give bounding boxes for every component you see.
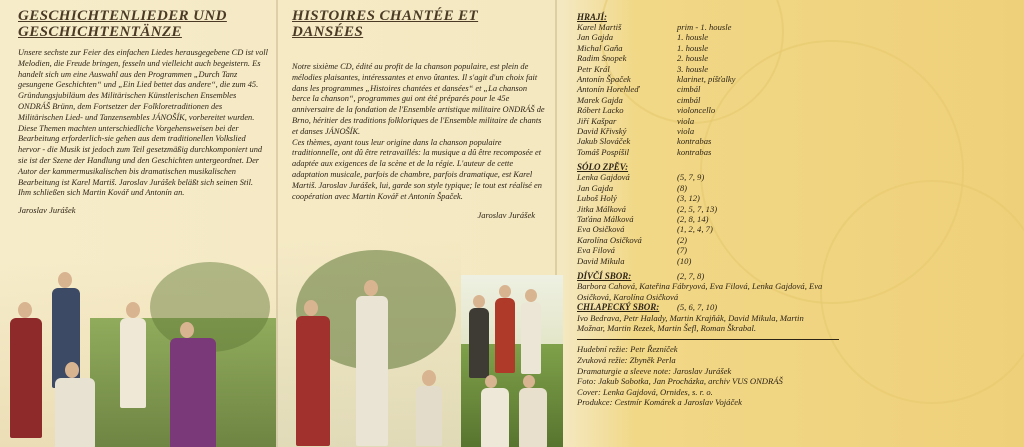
floral-ornament [820,180,1024,404]
credit-line: Cover: Lenka Gajdová, Ornides, s. r. o. [577,386,713,397]
musician-row: Marek Gajda cimbál [577,94,701,105]
musician-row: Michal Gaňa 1. housle [577,42,709,53]
credit-line: Foto: Jakub Sobotka, Jan Procházka, archiv VUS ONDRÁŠ [577,376,783,387]
soloist-row: Taťána Málková (2, 8, 14) [577,213,709,224]
musician-row: Jakub Slováček kontrabas [577,136,712,147]
girls-choir-heading: DÍVČÍ SBOR: [577,270,632,281]
soloist-row: Lenka Gajdová (5, 7, 9) [577,172,705,183]
soloist-row: Jitka Málková (2, 5, 7, 13) [577,203,718,214]
credit-line: Zvuková režie: Zbyněk Perla [577,354,676,365]
musician-row: Róbert Lacko violoncello [577,105,716,116]
german-paragraph: Unsere sechste zur Feier des einfachen Liedes herausgegebene CD ist voll Melodien, die Freude bringen, fesseln und vielleicht auch begeistern. Es handelt sich um eine Auswahl aus den Programmen „Durch Tanz gesungene Geschichten“ und „Ein Lied bettet das andere“, die zum 45. Gründungsjubiläum des Militärischen Künstlerischen Ensembles ONDRÁŠ Brünn, dem Fortsetzer der Folkloretraditionen des Militärischen Lied- und Tanzensembles JÁNOŠÍK, vorbereitet wurden. [18,48,268,122]
credit-line: Hudební režie: Petr Řezníček [577,344,678,355]
musician-row: Radim Snopek 2. housle [577,53,709,64]
solo-heading: SÓLO ZPĚV: [577,162,629,173]
girls-choir-members: Barbora Cahová, Kateřina Fábryová, Eva Filová, Lenka Gajdová, Eva Osičková, Karolína Osičková [577,281,823,302]
french-text-column [292,8,547,220]
musician-row: Jiří Kašpar viola [577,115,695,126]
musicians-heading: HRAJÍ: [577,12,608,22]
musician-row: Antonín Špaček klarinet, píšťalky [577,74,736,85]
boys-choir-heading: CHLAPECKÝ SBOR: [577,302,660,313]
musician-row: Karel Martiš prim - 1. housle [577,22,732,32]
girls-choir-tracks: (2, 7, 8) [677,270,705,281]
boys-choir-tracks: (5, 6, 7, 10) [677,302,718,313]
french-signature: Jaroslav Jurášek [477,210,535,221]
musician-row: David Křivský viola [577,126,695,137]
german-text-column [18,8,268,215]
musician-row: Antonín Horehleď cimbál [577,84,701,95]
credit-line: Dramaturgie a sleeve note: Jaroslav Jurášek [577,365,732,376]
boys-choir-members: Ivo Bedrava, Petr Halady, Martin Krajňák, David Mikula, Martin Možnar, Martin Rezek, Martin Šefl, Roman Škrabal. [577,312,804,333]
credit-line: Produkce: Cestmír Komárek a Jaroslav Vojáček [577,397,742,408]
performers-column [577,12,827,408]
boys-choir-row [577,302,827,312]
soloist-row: Eva Osičková (1, 2, 4, 7) [577,224,713,235]
folk-ensemble-photo-right [461,275,563,447]
french-paragraph: Notre sixième CD, édité au profit de la chanson populaire, est plein de mélodies plaisantes, intéressantes et envo ûtantes. Il s'agit d'un choix fait dans les programmes „Histoires chantées et dansées“ et „La chanson berce la chanson“, programmes gui ont été préparés pour le 45e anniversaire de la fondation de l'Ensemble artistique militaire ONDRÁŠ de Brno, héritier des traditions folkloriques de l'Ensemble militaire de chants et danses JÁNOŠÍK. [292,62,545,136]
soloist-row: Eva Filová (7) [577,245,688,256]
soloist-row: Luboš Holý (3, 12) [577,193,700,204]
musicians-list [577,22,827,157]
musician-row: Tomáš Pospíšil kontrabas [577,146,712,157]
soloist-row: Karolína Osičková (2) [577,234,688,245]
soloist-row: Jan Gajda (8) [577,182,688,193]
musician-row: Petr Král 3. housle [577,63,709,74]
soloist-row: David Mikula (10) [577,255,692,266]
french-paragraph: Ces thèmes, ayant tous leur origine dans la chanson populaire traditionnelle, ont dû être retravaillés: la musique a dû être recomposée et adaptée aux exigences de la scène et de la régie. L'auteur de cette adaptation musicale, parfois de chambre, parfois dramatique, est Karel Martiš. Jaroslav Jurášek, lui, garde son style typique; le tout est réalisé en coopération avec Martin Kovář et Antonín Špaček. [292,137,542,201]
german-paragraph: Diese Themen machten unterschiedliche Vorgehensweisen bei der Bearbeitung erforderlich-sie gehen aus dem traditionellen Volkslied hervor - die Musik ist jedoch zum Teil gesetzmäßig durchkomponiert und sie ist der Szene der Handlung und den Geschichten untergeordnet. Der Autor der kammermusikalischen bis dramatischen musikalischen Bearbeitung ist Karel Martiš. Jaroslav Jurášek beläßt sich seinen Stil. Ihm schließen sich Martin Kovář und Antonín an. [18,123,263,198]
musician-row: Jan Gajda 1. housle [577,32,709,43]
soloists-list [577,172,827,266]
french-heading: HISTOIRES CHANTÉE ET DANSÉES [292,8,479,40]
folk-dancers-photo-middle [276,240,461,447]
girls-choir-row [577,271,827,281]
credits-divider [577,339,839,340]
german-signature: Jaroslav Jurášek [18,205,76,216]
german-heading: GESCHICHTENLIEDER UND GESCHICHTENTÄNZE [18,8,227,40]
production-credits [577,344,827,408]
folk-dancers-photo-left [0,262,276,447]
